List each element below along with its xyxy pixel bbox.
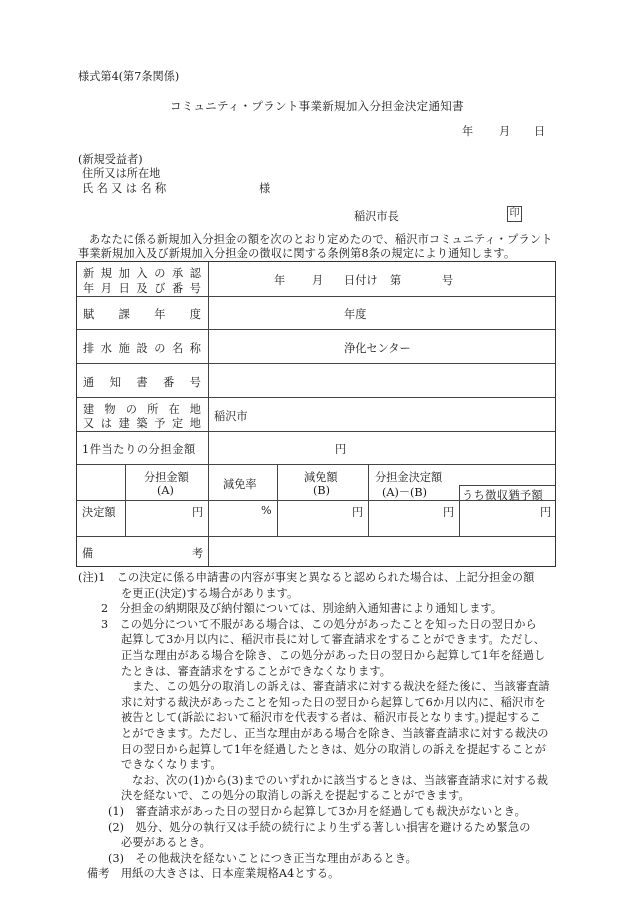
note-line: を更正(決定)する場合があります。 [121, 586, 299, 600]
note-line: (3) その他裁決を経ないことにつき正当な理由があるとき。 [108, 851, 417, 865]
deferred-amount-unit: 円 [540, 506, 552, 519]
decided-amount-header: 分担金決定額 [375, 471, 443, 484]
note-line: なお、次の(1)から(3)までのいずれかに該当するときは、当該審査請求に対する裁 [132, 773, 549, 787]
date-year: 年 [462, 125, 474, 138]
location-label-line1: 建 物 の 所 在 地 [83, 403, 201, 416]
location-value: 稲沢市 [214, 410, 248, 423]
issuer-title: 稲沢市長 [354, 210, 399, 223]
notice-number-label: 通 知 書 番 号 [83, 376, 201, 389]
fiscal-year-value: 年度 [344, 308, 367, 321]
approval-label-line2: 年 月 日 及 び 番 号 [83, 282, 201, 295]
per-unit-value: 円 [335, 443, 347, 456]
decision-table [76, 261, 556, 567]
note-line: (1) 審査請求があった日の翌日から起算して3か月を経過しても裁決がないとき。 [108, 805, 526, 818]
approval-year: 年 [274, 274, 286, 287]
note-line: 日の翌日から起算して1年を経過したときは、処分の取消しの訴えを提起することが [121, 742, 546, 756]
note-line: 求に対する裁決があったことを知った日の翌日から起算して6か月以内に、稲沢市を [121, 695, 546, 709]
fiscal-year-label: 賦 課 年 度 [83, 308, 201, 321]
note-line: 起算して3か月以内に、稲沢市長に対して審査請求をすることができます。ただし、 [121, 633, 545, 647]
deferred-amount-header: うち徴収猶予額 [462, 489, 544, 502]
note-line: できなくなります。 [121, 758, 222, 772]
document-title: コミュニティ・プラント事業新規加入分担金決定通知書 [170, 99, 464, 113]
name-label: 氏名又は名称 [82, 182, 170, 195]
note-line: 2 分担金の納期限及び納付額については、別途納入通知書により通知します。 [101, 602, 503, 616]
per-unit-label: 1件当たりの分担金額 [82, 443, 196, 456]
facility-value: 浄化センター [344, 342, 411, 355]
note-line: (2) 処分、処分の執行又は手続の続行により生ずる著しい損害を避けるため緊急の [108, 820, 531, 834]
note-line: たときは、審査請求をすることができなくなります。 [121, 664, 392, 678]
date-day: 日 [534, 125, 546, 138]
note-line: また、この処分の取消しの訴えは、審査請求に対する裁決を経た後に、当該審査請 [132, 680, 550, 694]
note-line: 3 この処分について不服がある場合は、この処分があったことを知った日の翌日から [101, 617, 537, 631]
decided-row-label: 決定額 [82, 506, 116, 519]
location-label-line2: 又 は 建 築 予 定 地 [83, 417, 201, 430]
approval-no-suffix: 号 [442, 274, 454, 287]
note-line: 被告として(訴訟において稲沢市を代表する者は、稲沢市長となります。)提起するこ [121, 711, 542, 725]
facility-label: 排 水 施 設 の 名 称 [83, 342, 201, 355]
note-line: 必要があるとき。 [121, 836, 211, 850]
decided-amount-sub: (A)－(B) [382, 486, 427, 499]
intro-paragraph: あなたに係る新規加入分担金の額を次のとおり定めたので、稲沢市コミュニティ・プラント事業新規加入及び新規加入分担金の徴収に関する条例第8条の規定により通知します。 [78, 233, 553, 260]
decided-amount-unit: 円 [443, 506, 455, 519]
share-amount-unit: 円 [192, 506, 204, 519]
remarks-label-right: 考 [192, 547, 204, 560]
remarks-footnote: 備考 用紙の大きさは、日本産業規格A4とする。 [87, 867, 340, 881]
approval-dated: 日付け [344, 274, 378, 287]
reduction-amount-header: 減免額 [304, 471, 338, 484]
reduction-amount-sub: (B) [313, 484, 330, 497]
note-line: 正当な理由がある場合を除き、この処分があった日の翌日から起算して1年を経過し [121, 649, 546, 662]
seal-stamp-icon: 印 [507, 206, 522, 222]
form-number: 様式第4(第7条関係) [78, 70, 180, 83]
address-label: 住所又は所在地 [82, 167, 161, 180]
share-amount-sub: (A) [157, 484, 174, 497]
reduction-rate-header: 減免率 [223, 478, 257, 491]
date-month: 月 [499, 125, 511, 138]
approval-label-line1: 新 規 加 入 の 承 認 [83, 267, 201, 280]
note-line: とができます。ただし、正当な理由がある場合を除き、当該審査請求に対する裁決の [121, 727, 549, 740]
remarks-label-left: 備 [82, 547, 94, 560]
share-amount-header: 分担金額 [144, 471, 189, 484]
approval-month: 月 [312, 274, 324, 287]
approval-no-prefix: 第 [390, 274, 402, 287]
note-line: 決を経ないで、この処分の取消しの訴えを提起することができます。 [121, 789, 470, 803]
recipient-heading: (新規受益者) [78, 153, 143, 166]
reduction-rate-unit: % [261, 504, 272, 517]
reduction-amount-unit: 円 [352, 506, 364, 519]
note-line: (注)1 この決定に係る申請書の内容が事実と異なると認められた場合は、上記分担金の額 [78, 571, 535, 584]
honorific: 様 [259, 182, 271, 195]
